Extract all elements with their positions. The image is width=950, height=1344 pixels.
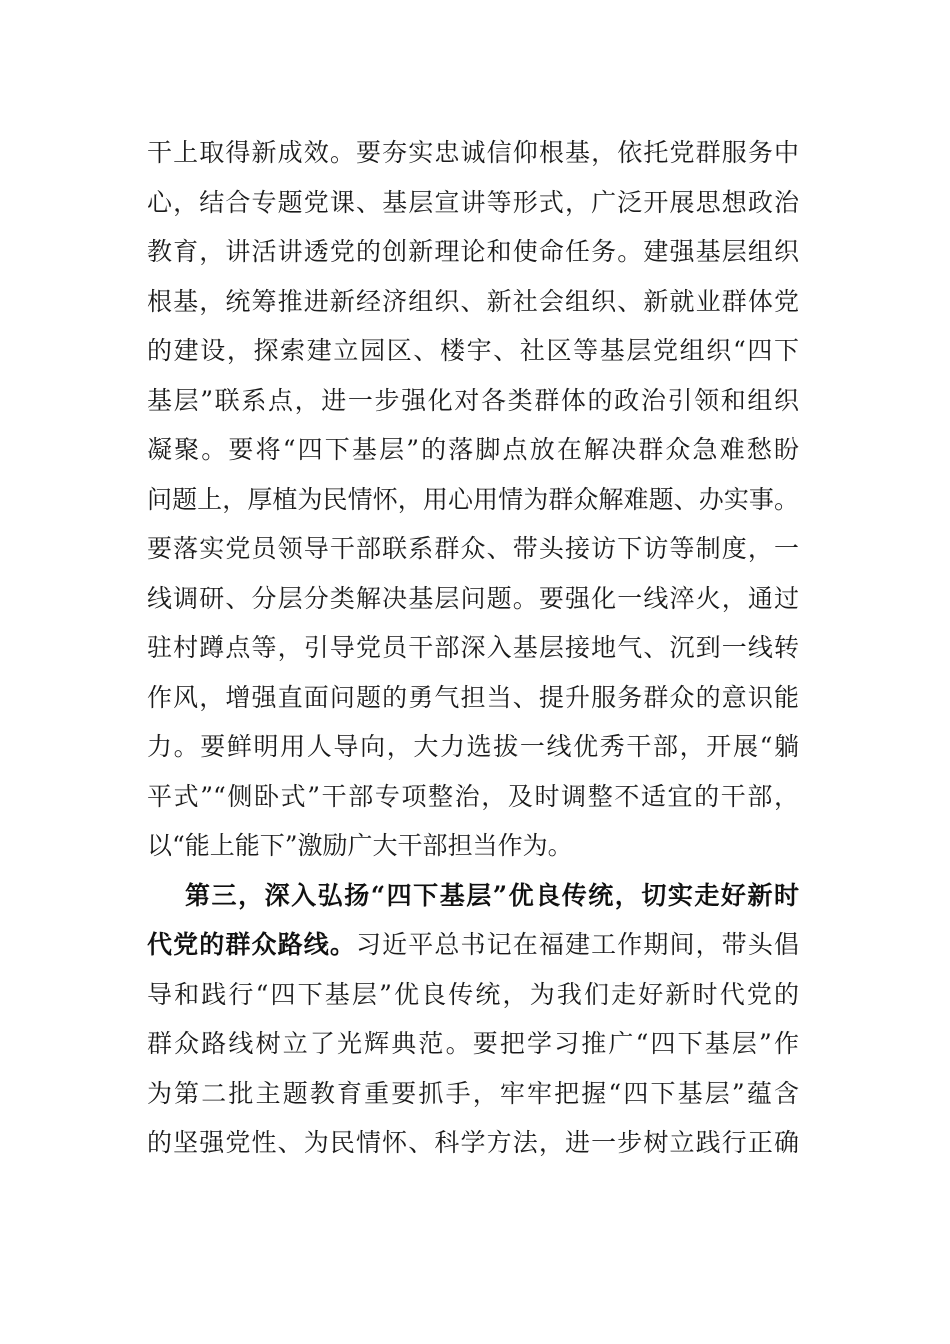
- paragraph-1-line: 线调研、分层分类解决基层问题。要强化一线淬火，通过: [147, 583, 799, 613]
- paragraph-2-line: [147, 920, 799, 970]
- paragraph-1-line: 基层”联系点，进一步强化对各类群体的政治引领和组织: [147, 385, 799, 415]
- document-body: [147, 128, 799, 1168]
- paragraph-1-line: 干上取得新成效。要夯实忠诚信仰根基，依托党群服务中: [147, 138, 799, 167]
- paragraph-2-line: 群众路线树立了光辉典范。要把学习推广“四下基层”作: [147, 1029, 799, 1058]
- paragraph-2-line: 导和践行“四下基层”优良传统，为我们走好新时代党的: [147, 979, 799, 1009]
- paragraph-1-line: 驻村蹲点等，引导党员干部深入基层接地气、沉到一线转: [147, 633, 799, 662]
- paragraph-1-line: 以“能上能下”激励广大干部担当作为。: [147, 831, 573, 860]
- paragraph-1-line: 根基，统筹推进新经济组织、新社会组织、新就业群体党: [147, 286, 799, 316]
- paragraph-1-line: 平式”“侧卧式”干部专项整治，及时调整不适宜的干部，: [147, 781, 799, 811]
- paragraph-2-text: 习近平总书记在福建工作期间，带头倡: [356, 930, 799, 959]
- paragraph-1-line: 要落实党员领导干部联系群众、带头接访下访等制度，一: [147, 534, 799, 563]
- paragraph-2-line: 为第二批主题教育重要抓手，牢牢把握“四下基层”蕴含: [147, 1078, 799, 1108]
- paragraph-1-line: 心，结合专题党课、基层宣讲等形式，广泛开展思想政治: [147, 187, 799, 217]
- paragraph-1-line: 问题上，厚植为民情怀，用心用情为群众解难题、办实事。: [147, 484, 799, 514]
- paragraph-1-line: 教育，讲活讲透党的创新理论和使命任务。建强基层组织: [147, 237, 799, 266]
- paragraph-1-line: 的建设，探索建立园区、楼宇、社区等基层党组织“四下: [147, 336, 799, 365]
- section-heading-end: 代党的群众路线。: [147, 930, 356, 959]
- paragraph-1-line: 凝聚。要将“四下基层”的落脚点放在解决群众急难愁盼: [147, 435, 799, 464]
- paragraph-2-line: 的坚强党性、为民情怀、科学方法，进一步树立践行正确: [147, 1128, 799, 1157]
- paragraph-1-line: 作风，增强直面问题的勇气担当、提升服务群众的意识能: [147, 682, 799, 712]
- section-heading: 第三，深入弘扬“四下基层”优良传统，切实走好新时: [185, 880, 799, 910]
- paragraph-1-line: 力。要鲜明用人导向，大力选拔一线优秀干部，开展“躺: [147, 732, 799, 761]
